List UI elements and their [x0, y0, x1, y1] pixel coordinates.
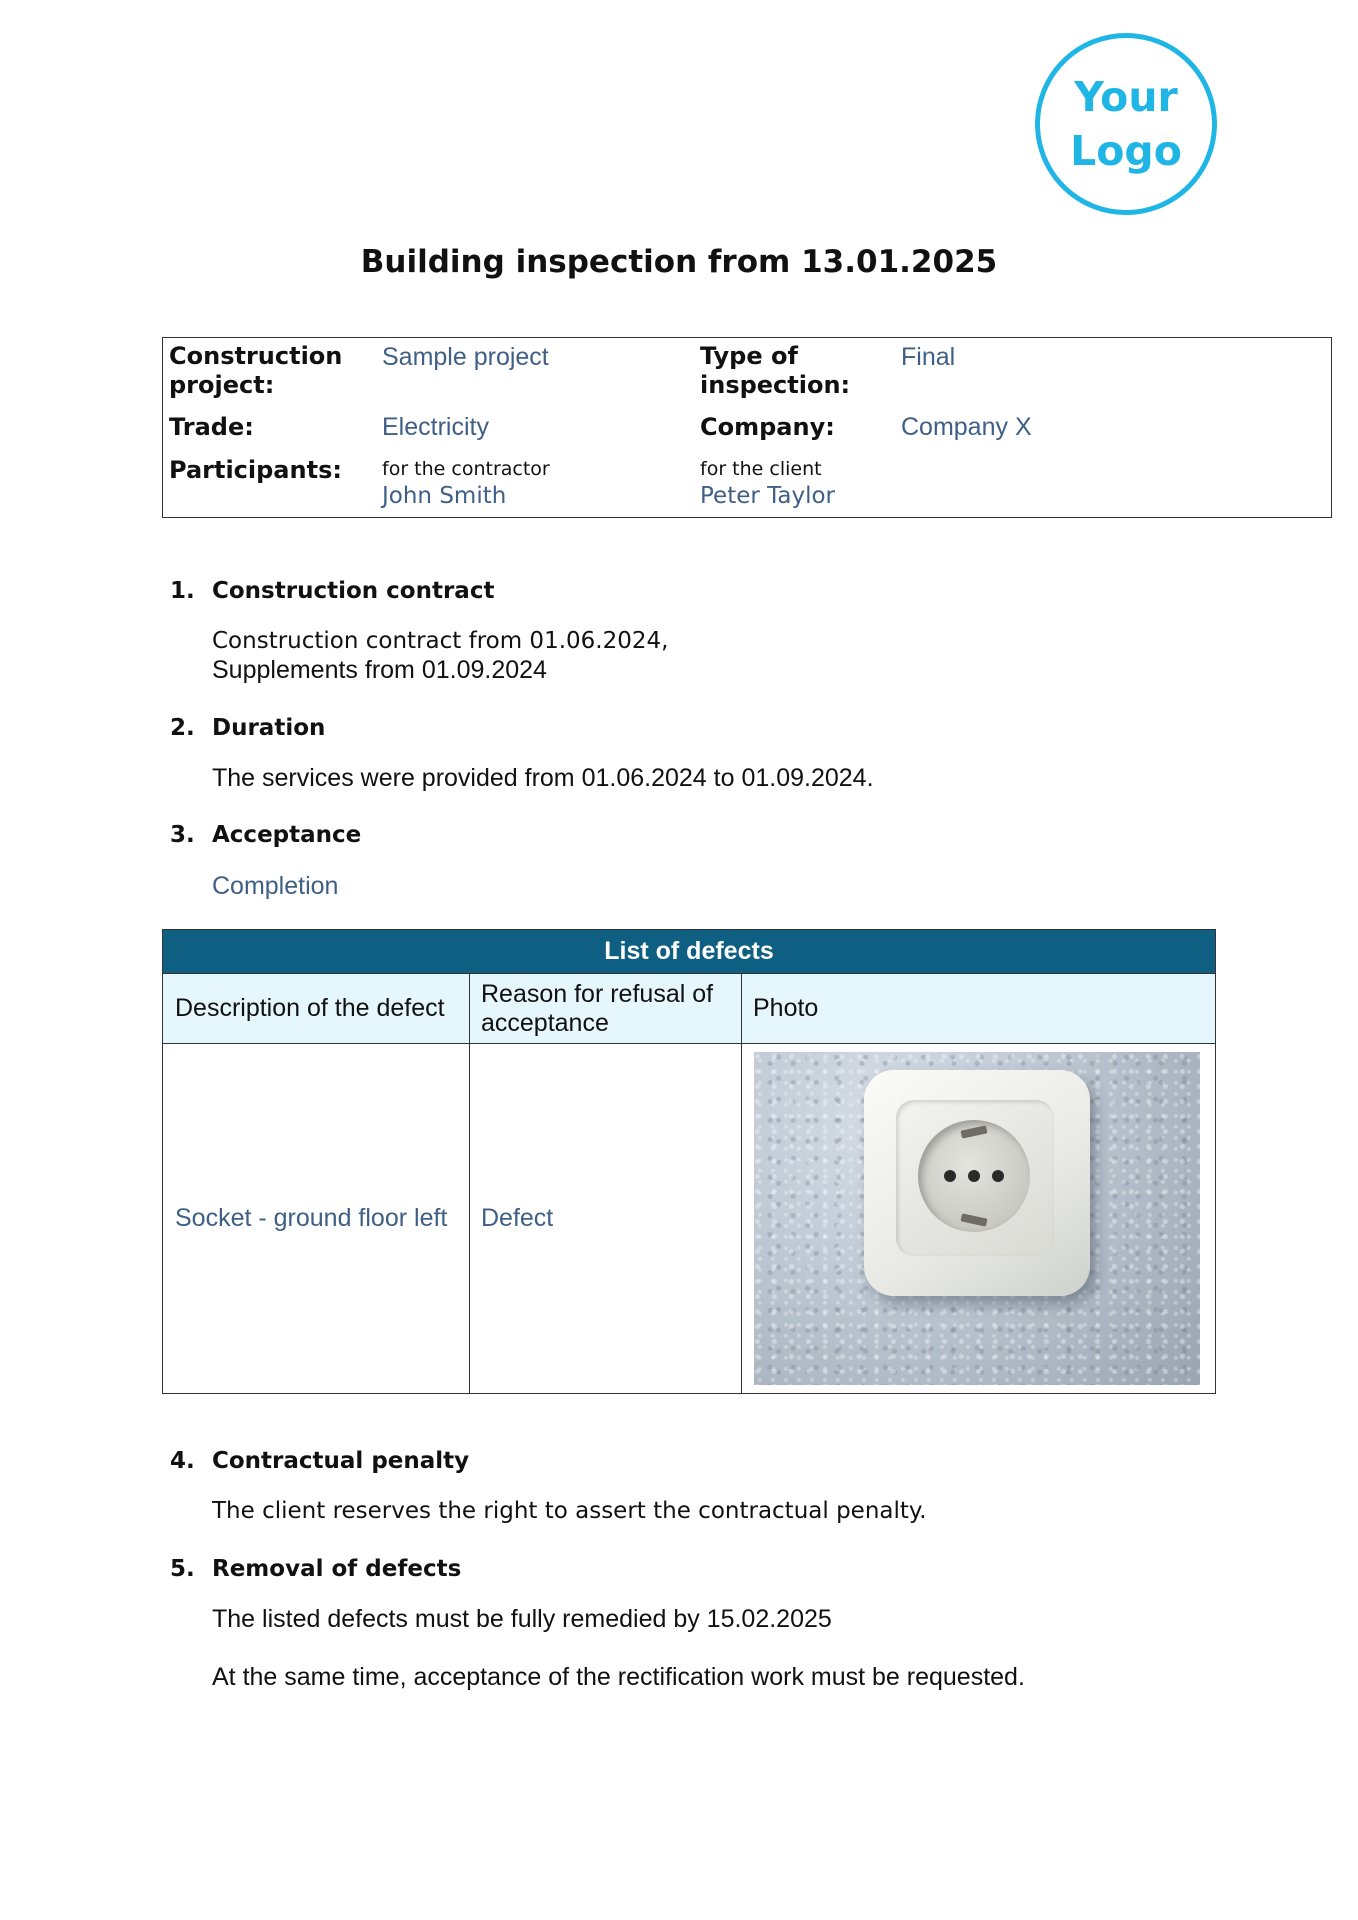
- trade-label: Trade:: [169, 413, 254, 441]
- company-value: Company X: [901, 413, 1032, 441]
- construction-project-label: Construction project:: [169, 342, 343, 399]
- section-4-title: Contractual penalty: [212, 1448, 470, 1474]
- contractor-name: John Smith: [382, 483, 507, 509]
- contractor-caption: for the contractor: [382, 458, 550, 480]
- section-5-title: Removal of defects: [212, 1556, 462, 1582]
- company-label: Company:: [700, 413, 835, 441]
- logo-line-2: Logo: [1070, 127, 1182, 175]
- section-5-text-2: At the same time, acceptance of the rectification work must be requested.: [212, 1663, 1025, 1691]
- section-5-text-1: The listed defects must be fully remedied by 15.02.2025: [212, 1605, 832, 1633]
- socket-photo: [754, 1052, 1200, 1385]
- section-3-number: 3.: [170, 822, 195, 848]
- company-logo: [1035, 33, 1217, 215]
- section-2-title: Duration: [212, 715, 326, 741]
- defects-table: [162, 929, 1216, 1394]
- section-4-text: The client reserves the right to assert the contractual penalty.: [212, 1498, 927, 1524]
- defect-description-cell: Socket - ground floor left: [175, 1204, 448, 1232]
- section-2-number: 2.: [170, 715, 195, 741]
- section-1-text-line-2: Supplements from 01.09.2024: [212, 656, 547, 684]
- socket-hole-right: [992, 1170, 1004, 1182]
- inspection-type-label: Type of inspection:: [700, 342, 851, 399]
- section-1-text-line-1: Construction contract from 01.06.2024,: [212, 628, 669, 654]
- client-name: Peter Taylor: [700, 483, 836, 509]
- participants-label: Participants:: [169, 456, 342, 484]
- socket-ground-clip-top: [960, 1125, 987, 1138]
- socket-plate: [896, 1100, 1054, 1256]
- socket-ground-clip-bottom: [960, 1213, 987, 1226]
- inspection-type-value: Final: [901, 343, 956, 371]
- column-header-reason: Reason for refusal of acceptance: [481, 980, 714, 1037]
- section-1-number: 1.: [170, 578, 195, 604]
- section-1-title: Construction contract: [212, 578, 495, 604]
- page-title: Building inspection from 13.01.2025: [360, 244, 998, 280]
- defects-table-heading: List of defects: [163, 930, 1215, 973]
- column-divider: [741, 973, 742, 1393]
- column-header-photo: Photo: [753, 994, 819, 1022]
- logo-line-1: Your: [1074, 73, 1178, 121]
- column-divider: [469, 973, 470, 1393]
- socket-outlet: [918, 1120, 1030, 1232]
- section-4-number: 4.: [170, 1448, 195, 1474]
- section-5-number: 5.: [170, 1556, 195, 1582]
- socket-hole-center: [968, 1170, 980, 1182]
- column-header-description: Description of the defect: [175, 994, 445, 1022]
- project-info-box: [162, 337, 1332, 518]
- socket-frame: [864, 1070, 1090, 1296]
- client-caption: for the client: [700, 458, 822, 480]
- construction-project-value: Sample project: [382, 343, 549, 371]
- section-3-text: Completion: [212, 872, 339, 900]
- section-3-title: Acceptance: [212, 822, 362, 848]
- section-2-text: The services were provided from 01.06.2024 to 01.09.2024.: [212, 764, 874, 792]
- socket-hole-left: [944, 1170, 956, 1182]
- defect-reason-cell: Defect: [481, 1204, 554, 1232]
- trade-value: Electricity: [382, 413, 489, 441]
